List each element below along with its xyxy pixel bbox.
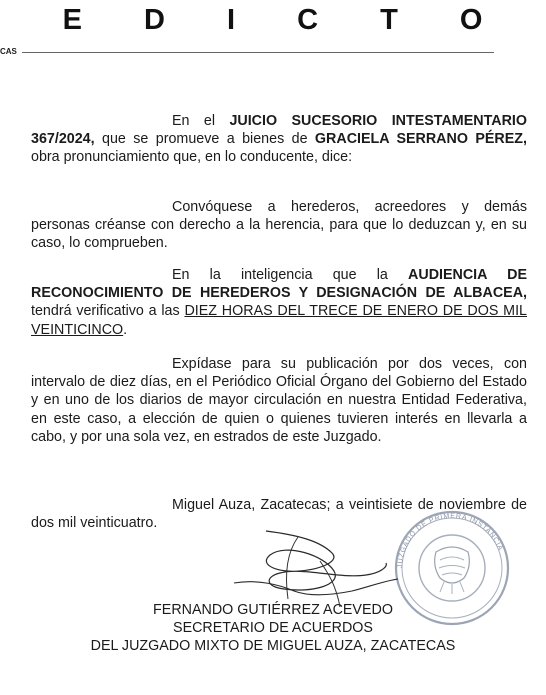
deceased-name: GRACIELA SERRANO PÉREZ,	[314, 131, 527, 148]
p3-text-1: En la inteligencia que la	[172, 267, 409, 283]
p1-text-1: En el	[172, 113, 230, 129]
case-title: JUICIO SUCESORIO INTESTAMENTARIO 367/2024,	[31, 113, 527, 148]
p5-text: Miguel Auza, Zacatecas; a veintisiete de noviembre de dos mil veinticuatro.	[31, 497, 527, 532]
p1-text-3: que se promueve a bienes de	[94, 131, 315, 148]
hearing-date: DIEZ HORAS DEL TRECE DE ENERO DE DOS MIL VEINTICINCO	[31, 303, 528, 338]
p2-text: Convóquese a herederos, acreedores y demás personas créanse con derecho a la herencia, para que lo deduzcan y, en su caso, lo comprueben.	[31, 199, 527, 252]
signer-name: FERNANDO GUTIÉRREZ ACEVEDO	[153, 602, 393, 618]
header-rule	[22, 52, 494, 53]
hearing-title: AUDIENCIA DE RECONOCIMIENTO DE HEREDEROS Y DESIGNACIÓN DE ALBACEA,	[31, 267, 527, 302]
paragraph-audiencia	[31, 266, 527, 339]
document-title: E D I C T O	[62, 4, 510, 36]
paragraph-convocatoria	[31, 198, 527, 253]
signer-court: DEL JUZGADO MIXTO DE MIGUEL AUZA, ZACATECAS	[90, 638, 456, 654]
paragraph-publicacion	[31, 355, 527, 446]
signer-role: SECRETARIO DE ACUERDOS	[173, 620, 373, 636]
p1-text-5: obra pronunciamiento que, en lo conducente, dice:	[31, 149, 353, 166]
p3-text-5: .	[123, 321, 128, 338]
p4-text: Expídase para su publicación por dos veces, con intervalo de diez días, en el Periódico Oficial Órgano del Gobierno del Estado y en uno de los diarios de mayor circulación en nuestra Entidad Federativa, en este caso, a elección de quien o quienes tuvieren interés en llevarla a cabo, y por una sola vez, en estrados de este Juzgado.	[31, 356, 527, 445]
seal-emblem	[435, 547, 470, 594]
p3-text-3: tendrá verificativo a las	[31, 303, 185, 320]
paragraph-juicio	[31, 112, 527, 167]
seal-ring-text: JUZGADO DE PRIMERA INSTANCIA	[396, 512, 504, 569]
header-rule-label: CAS	[0, 47, 17, 56]
